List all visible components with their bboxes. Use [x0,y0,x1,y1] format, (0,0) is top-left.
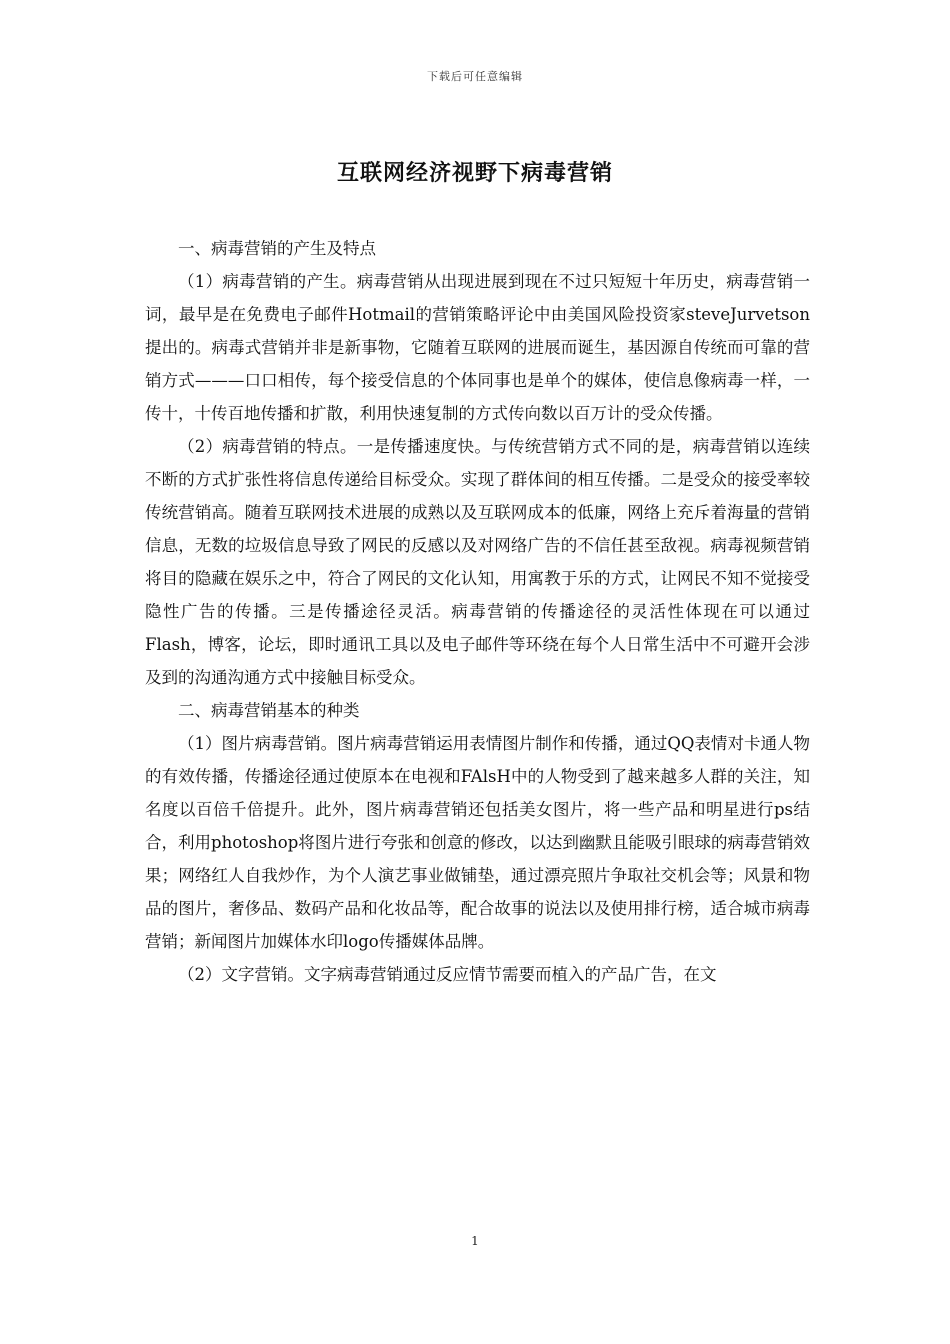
paragraph-origin: （1）病毒营销的产生。病毒营销从出现进展到现在不过只短短十年历史，病毒营销一词，最早是在免费电子邮件Hotmail的营销策略评论中由美国风险投资家steveJurvetson提出的。病毒式营销并非是新事物，它随着互联网的进展而诞生，基因源自传统而可靠的营销方式———口口相传，每个接受信息的个体同事也是单个的媒体，使信息像病毒一样，一传十，十传百地传播和扩散，利用快速复制的方式传向数以百万计的受众传播。 [145,272,810,423]
document-title: 互联网经济视野下病毒营销 [336,161,613,186]
paragraph-characteristics: （2）病毒营销的特点。一是传播速度快。与传统营销方式不同的是，病毒营销以连续不断的方式扩张性将信息传递给目标受众。实现了群体间的相互传播。二是受众的接受率较传统营销高。随着互联网技术进展的成熟以及互联网成本的低廉，网络上充斥着海量的营销信息，无数的垃圾信息导致了网民的反感以及对网络广告的不信任甚至敌视。病毒视频营销将目的隐藏在娱乐之中，符合了网民的文化认知，用寓教于乐的方式，让网民不知不觉接受隐性广告的传播。三是传播途径灵活。病毒营销的传播途径的灵活性体现在可以通过Flash，博客，论坛，即时通讯工具以及电子邮件等环绕在每个人日常生活中不可避开会涉及到的沟通沟通方式中接触目标受众。 [145,437,810,687]
paragraph-image-marketing: （1）图片病毒营销。图片病毒营销运用表情图片制作和传播，通过QQ表情对卡通人物的有效传播，传播途径通过使原本在电视和FAlsH中的人物受到了越来越多人群的关注，知名度以百倍千倍提升。此外，图片病毒营销还包括美女图片，将一些产品和明星进行ps结合，利用photoshop将图片进行夸张和创意的修改，以达到幽默且能吸引眼球的病毒营销效果；网络红人自我炒作，为个人演艺事业做铺垫，通过漂亮照片争取社交机会等；风景和物品的图片，奢侈品、数码产品和化妆品等，配合故事的说法以及使用排行榜，适合城市病毒营销；新闻图片加媒体水印logo传播媒体品牌。 [145,734,810,951]
page-header-note: 下载后可任意编辑 [427,70,523,83]
section-heading-1: 一、病毒营销的产生及特点 [178,239,376,258]
document-body [145,232,810,991]
paragraph-text-marketing: （2）文字营销。文字病毒营销通过反应情节需要而植入的产品广告，在文 [178,965,717,984]
page-number: 1 [471,1234,479,1248]
section-heading-2: 二、病毒营销基本的种类 [178,701,360,720]
